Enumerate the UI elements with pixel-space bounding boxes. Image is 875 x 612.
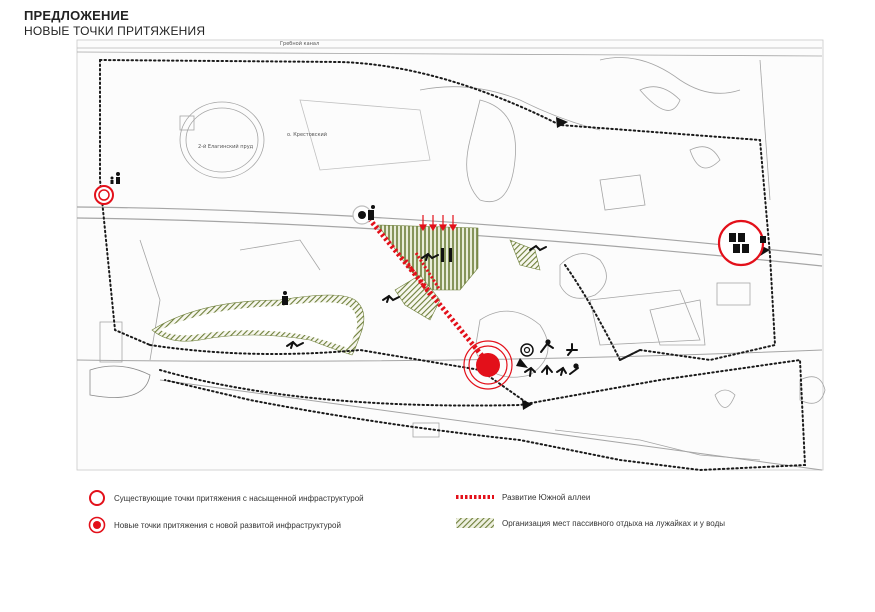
south-alley-legend-icon [456,492,494,502]
island-label: о. Крестовский [287,132,327,138]
legend-south-alley [456,492,590,502]
page-subtitle: НОВЫЕ ТОЧКИ ПРИТЯЖЕНИЯ [24,24,206,38]
legend-south-alley-label: Развитие Южной аллеи [502,492,591,502]
legend-new-points-label: Новые точки притяжения с новой развитой инфраструктурой [114,520,341,530]
new-point-legend-icon [88,516,106,534]
existing-point-legend-icon [88,489,106,507]
passive-rest-legend-icon [456,517,494,529]
legend-existing-points [88,489,364,507]
upper-pond-label: 2-й Елагинский пруд [198,144,254,150]
legend-passive-rest [456,517,725,529]
canal-label: Гребной канал [280,41,320,47]
legend-passive-rest-label: Организация мест пассивного отдыха на лужайках и у воды [502,518,725,528]
existing-point-marker [719,221,763,265]
page-title: ПРЕДЛОЖЕНИЕ [24,8,130,23]
legend-existing-points-label: Существующие точки притяжения с насыщенной инфраструктурой [114,493,364,503]
legend-new-points [88,516,341,534]
existing-point-marker [95,186,113,204]
info-icon [760,236,766,243]
